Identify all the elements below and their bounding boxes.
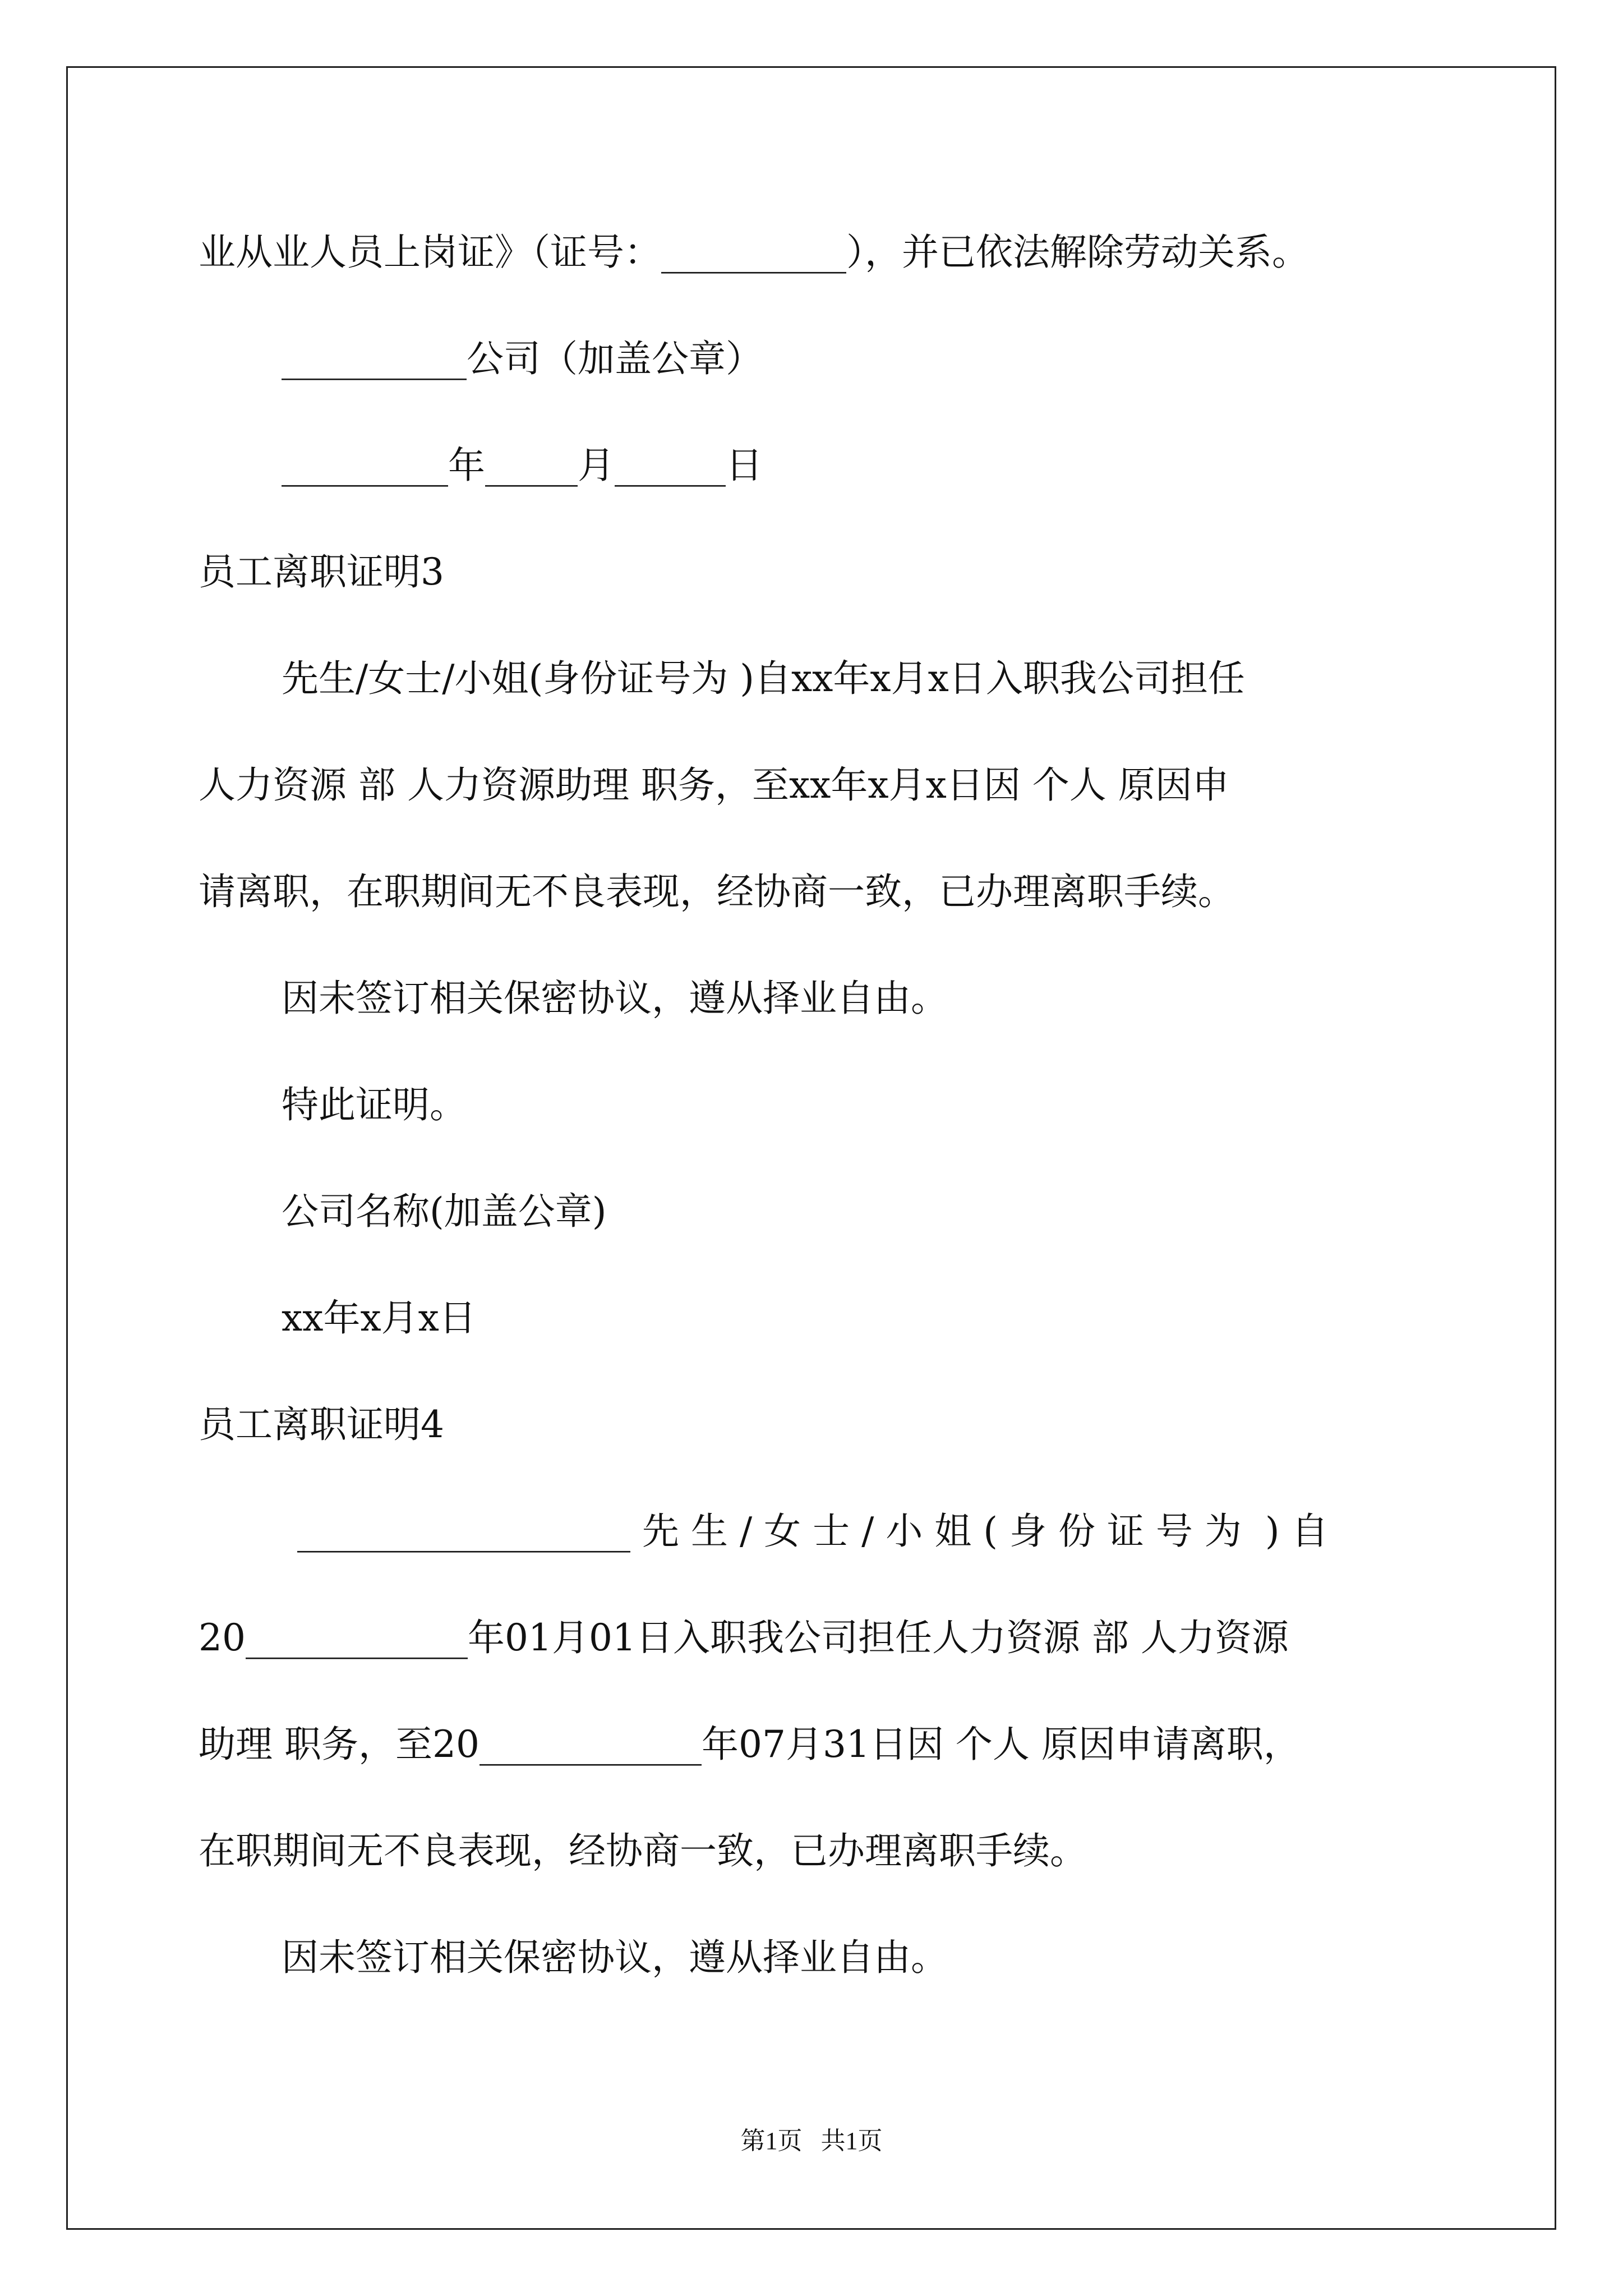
text-line: xx年x月x日 bbox=[282, 1296, 476, 1340]
text-line: 助理 职务，至20____________年07月31日因 个人 原因申请离职， bbox=[199, 1723, 1301, 1766]
text-line: 在职期间无不良表现，经协商一致，已办理离职手续。 bbox=[199, 1829, 1087, 1872]
text-line: _________年_____月______日 bbox=[282, 444, 763, 487]
text-line: 因未签订相关保密协议，遵从择业自由。 bbox=[282, 977, 948, 1020]
text-line: 20____________年01月01日入职我公司担任人力资源 部 人力资源 bbox=[199, 1616, 1289, 1659]
text-line: 请离职，在职期间无不良表现，经协商一致，已办理离职手续。 bbox=[199, 870, 1235, 913]
section-heading: 员工离职证明3 bbox=[199, 550, 444, 593]
page-footer: 第1页 共1页 bbox=[740, 2127, 883, 2155]
page-border bbox=[66, 66, 1556, 2230]
text-line: __________________ 先 生 / 女 士 / 小 姐 ( 身 份 证 号 为 ) 自 bbox=[297, 1510, 1329, 1553]
text-line: 业从业人员上岗证》（证号：__________），并已依法解除劳动关系。 bbox=[199, 231, 1309, 274]
text-line: 人力资源 部 人力资源助理 职务，至xx年x月x日因 个人 原因申 bbox=[199, 763, 1229, 807]
text-line: 公司名称(加盖公章) bbox=[282, 1190, 607, 1233]
section-heading: 员工离职证明4 bbox=[199, 1403, 444, 1446]
text-line: 先生/女士/小姐(身份证号为 )自xx年x月x日入职我公司担任 bbox=[282, 657, 1245, 700]
text-line: 特此证明。 bbox=[282, 1083, 467, 1126]
text-line: __________公司（加盖公章） bbox=[282, 337, 763, 380]
text-line: 因未签订相关保密协议，遵从择业自由。 bbox=[282, 1936, 948, 1979]
